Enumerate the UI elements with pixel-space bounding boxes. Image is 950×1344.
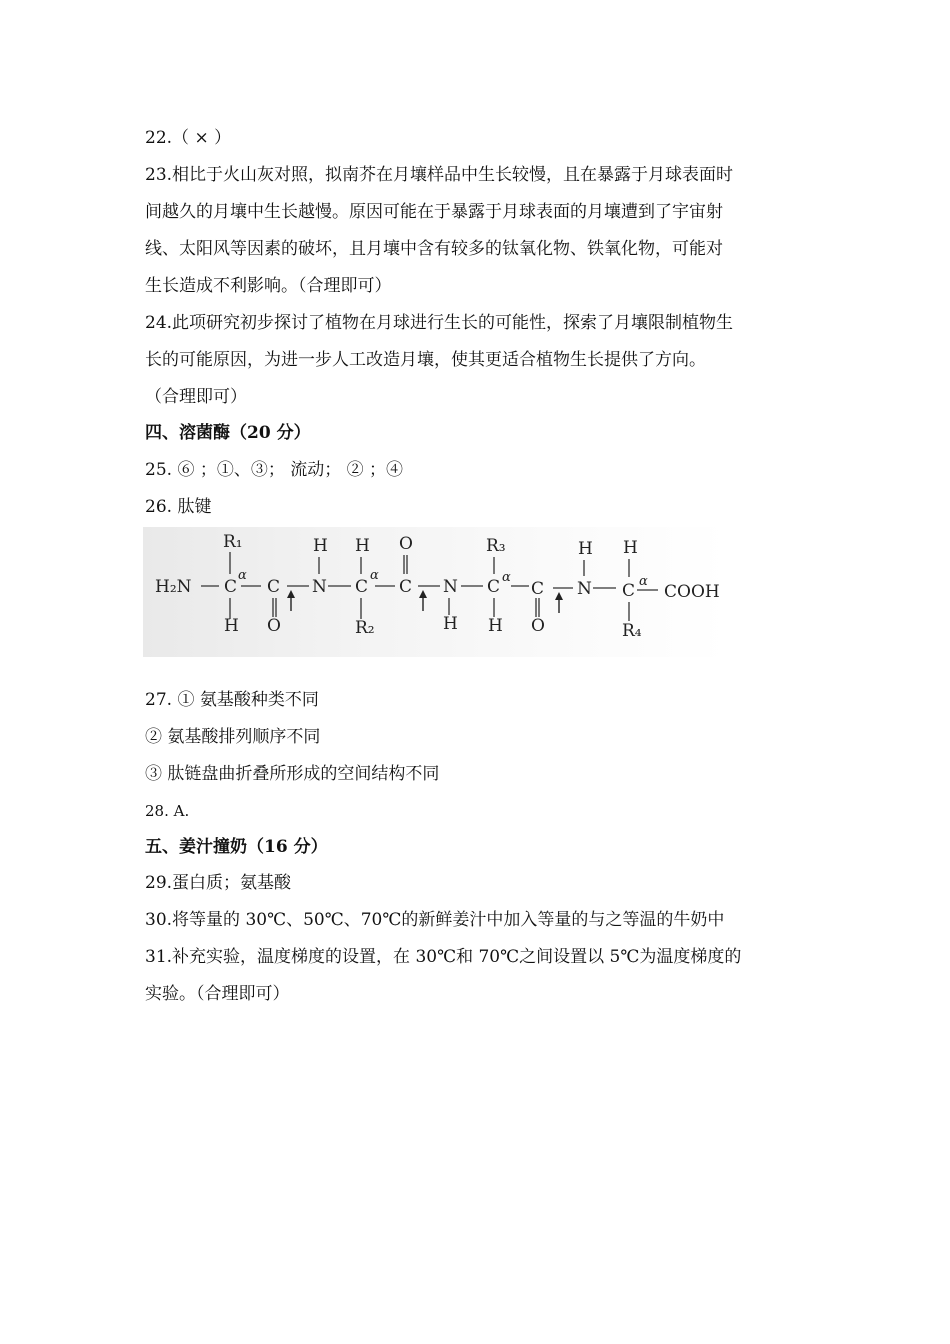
carbon-label: C [622,581,636,601]
answer-24-line-1: 24.此项研究初步探讨了植物在月球进行生长的可能性，探索了月壤限制植物生 [145,313,734,333]
section-4-heading: 四、溶菌酶（20 分） [145,423,311,443]
nitrogen-label: N [577,579,592,599]
carboxyl-group-label: COOH [664,582,720,602]
alpha-label: α [370,568,379,583]
r3-label: R₃ [486,536,506,556]
peptide-structure-diagram [143,527,728,657]
peptide-bond-arrows [287,590,563,613]
r4-label: R₄ [622,621,642,641]
answer-28: 28. A. [145,802,190,820]
answer-26: 26. 肽键 [145,497,212,517]
answer-23-line-4: 生长造成不利影响。（合理即可） [145,276,392,296]
hydrogen-label: H [623,538,638,558]
carbon-label: C [399,577,413,597]
hydrogen-label: H [443,614,458,634]
answer-31-line-1: 31.补充实验，温度梯度的设置，在 30℃和 70℃之间设置以 5℃为温度梯度的 [145,947,742,967]
answer-29: 29.蛋白质；氨基酸 [145,873,292,893]
arrow-icon [287,590,295,611]
alpha-label: α [502,570,511,585]
hydrogen-label: H [355,536,370,556]
answer-31-line-2: 实验。（合理即可） [145,984,290,1004]
answer-27-line-3: ③ 肽链盘曲折叠所形成的空间结构不同 [145,764,440,784]
oxygen-label: O [267,616,281,636]
peptide-structure-figure [143,527,728,657]
answer-22: 22.（ × ） [145,128,232,148]
oxygen-label: O [531,616,545,636]
r1-label: R₁ [223,532,243,552]
answer-30: 30.将等量的 30℃、50℃、70℃的新鲜姜汁中加入等量的与之等温的牛奶中 [145,910,725,930]
carbon-label: C [355,577,369,597]
hydrogen-label: H [224,616,239,636]
carbon-label: C [224,577,238,597]
amino-group-label: H₂N [155,577,192,597]
r2-label: R₂ [355,618,375,638]
carbon-label: C [487,577,501,597]
alpha-label: α [238,568,247,583]
answer-27-line-2: ② 氨基酸排列顺序不同 [145,727,321,747]
answer-23-line-3: 线、太阳风等因素的破坏，且月壤中含有较多的钛氧化物、铁氧化物，可能对 [145,239,723,259]
arrow-icon [419,590,427,611]
answer-25: 25. ⑥ ；①、③； 流动； ② ；④ [145,460,404,480]
hydrogen-label: H [313,536,328,556]
answer-27-line-1: 27. ① 氨基酸种类不同 [145,690,319,710]
arrow-icon [555,592,563,613]
hydrogen-label: H [488,616,503,636]
carbon-label: C [267,577,281,597]
answer-24-line-3: （合理即可） [145,387,247,407]
answer-24-line-2: 长的可能原因，为进一步人工改造月壤，使其更适合植物生长提供了方向。 [145,350,706,370]
hydrogen-label: H [578,539,593,559]
oxygen-label: O [399,534,413,554]
carbon-label: C [531,579,545,599]
answer-23-line-1: 23.相比于火山灰对照，拟南芥在月壤样品中生长较慢，且在暴露于月球表面时 [145,165,734,185]
section-5-heading: 五、姜汁撞奶（16 分） [145,837,328,857]
alpha-label: α [639,574,648,589]
nitrogen-label: N [312,577,327,597]
answer-23-line-2: 间越久的月壤中生长越慢。原因可能在于暴露于月球表面的月壤遭到了宇宙射 [145,202,723,222]
nitrogen-label: N [443,577,458,597]
